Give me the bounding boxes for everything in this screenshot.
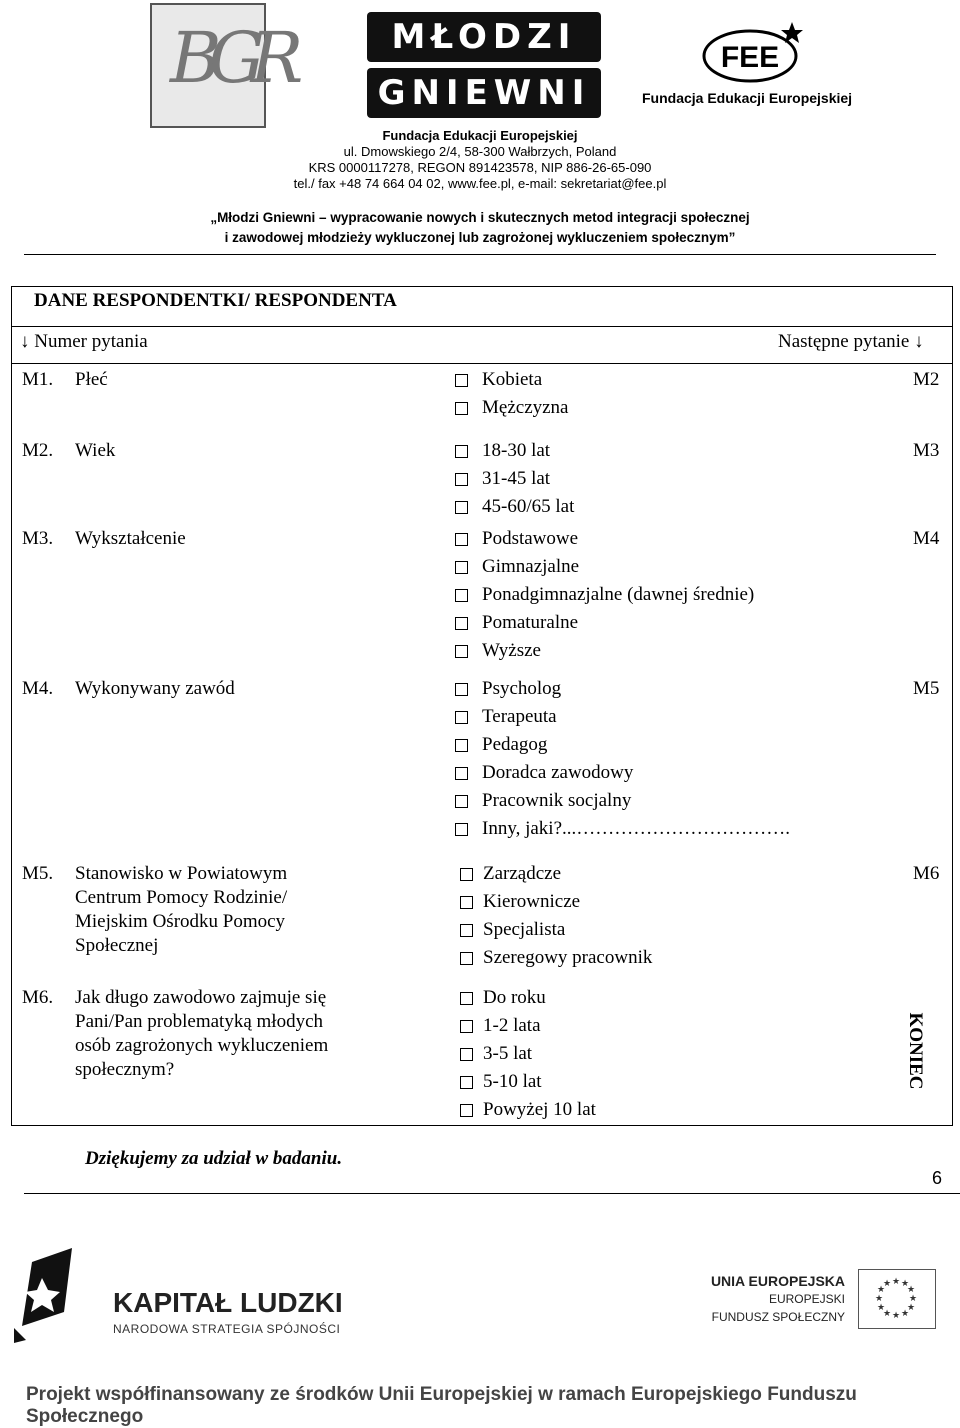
next-question: M2 (913, 369, 940, 390)
option[interactable] (455, 641, 541, 661)
question-id: M1. (22, 369, 54, 390)
table-divider (11, 326, 953, 327)
question-id: M4. (22, 678, 54, 699)
address-block (0, 128, 960, 192)
checkbox-icon[interactable] (455, 473, 468, 486)
next-question: M4 (913, 528, 940, 549)
option[interactable] (455, 819, 790, 839)
fee-name: Fundacja Edukacji Europejskiej (642, 90, 853, 106)
option-label: Do roku (483, 987, 546, 1008)
kapital-ludzki-emblem (14, 1248, 84, 1343)
address-line-1: Fundacja Edukacji Europejskiej (382, 128, 578, 143)
eu-line-1: UNIA EUROPEJSKA (710, 1273, 845, 1289)
option-label: Psycholog (482, 678, 562, 699)
option[interactable] (455, 469, 550, 489)
option[interactable] (460, 1044, 532, 1064)
svg-text:★: ★ (906, 1285, 916, 1295)
checkbox-icon[interactable] (455, 823, 468, 836)
option-label: 45-60/65 lat (482, 496, 575, 517)
option[interactable] (455, 585, 754, 605)
option-label: Szeregowy pracownik (483, 947, 653, 968)
svg-text:★: ★ (900, 1309, 910, 1319)
option-label: Gimnazjalne (482, 556, 580, 577)
section-title: DANE RESPONDENTKI/ RESPONDENTA (34, 290, 397, 311)
question-text: Wykształcenie (75, 528, 186, 549)
address-line-4: tel./ fax +48 74 664 04 02, www.fee.pl, e-mail: sekretariat@fee.pl (293, 176, 667, 191)
checkbox-icon[interactable] (460, 952, 473, 965)
question-text-line: Centrum Pomocy Rodzinie/ (75, 887, 288, 908)
svg-text:★: ★ (876, 1303, 886, 1313)
project-title (0, 208, 960, 248)
address-line-3: KRS 0000117278, REGON 891423578, NIP 886-26-65-090 (308, 160, 652, 175)
option[interactable] (455, 441, 550, 461)
question-text-line: osób zagrożonych wykluczeniem (75, 1035, 329, 1056)
question-text (75, 986, 375, 1082)
eu-line-3: FUNDUSZ SPOŁECZNY (711, 1310, 845, 1324)
checkbox-icon[interactable] (455, 795, 468, 808)
checkbox-icon[interactable] (455, 561, 468, 574)
bgr-logo-letters: BGR (170, 17, 290, 99)
option[interactable] (455, 398, 569, 418)
eu-stars-icon (859, 1270, 934, 1327)
option[interactable] (455, 370, 542, 390)
next-question: M6 (913, 863, 940, 884)
option[interactable] (455, 679, 561, 699)
footer-divider (24, 1193, 960, 1194)
option[interactable] (455, 529, 578, 549)
option-label: Kierownicze (483, 891, 581, 912)
question-text: Płeć (75, 369, 108, 390)
option-label: Inny, jaki?...……………………………. (482, 818, 791, 839)
mlodzi-gniewni-logo-line1: MŁODZI (391, 17, 577, 57)
end-marker: KONIEC (905, 1012, 926, 1090)
option-label: Doradca zawodowy (482, 762, 634, 783)
fee-logo-text: FEE (720, 41, 780, 74)
svg-text:★: ★ (876, 1285, 886, 1295)
option-label: 1-2 lata (483, 1015, 541, 1036)
option[interactable] (455, 497, 574, 517)
question-text: Wykonywany zawód (75, 678, 235, 699)
checkbox-icon[interactable] (460, 896, 473, 909)
checkbox-icon[interactable] (455, 711, 468, 724)
eu-flag (858, 1269, 936, 1329)
kapital-ludzki-title: KAPITAŁ LUDZKI (113, 1287, 343, 1318)
question-text: Wiek (75, 440, 116, 461)
option[interactable] (455, 791, 631, 811)
checkbox-icon[interactable] (455, 589, 468, 602)
checkbox-icon[interactable] (460, 1020, 473, 1033)
option-label: Podstawowe (482, 528, 579, 549)
project-title-line-2: i zawodowej młodzieży wykluczonej lub zagrożonej wykluczeniem społecznym” (224, 230, 736, 245)
option-label: Pracownik socjalny (482, 790, 632, 811)
next-question: M3 (913, 440, 940, 461)
checkbox-icon[interactable] (455, 402, 468, 415)
eu-text (690, 1272, 845, 1326)
page-number: 6 (932, 1168, 943, 1188)
table-divider (11, 363, 953, 364)
question-text (75, 862, 375, 958)
svg-text:★: ★ (891, 1277, 901, 1287)
question-text-line: Pani/Pan problematyką młodych (75, 1011, 324, 1032)
option[interactable] (460, 920, 565, 940)
column-header-next: Następne pytanie ↓ (778, 331, 924, 352)
bgr-logo (150, 3, 290, 128)
option-label: Terapeuta (482, 706, 557, 727)
checkbox-icon[interactable] (455, 501, 468, 514)
svg-text:★: ★ (908, 1294, 918, 1304)
question-text-line: Społecznej (75, 935, 159, 956)
option-label: 18-30 lat (482, 440, 551, 461)
option-label: Wyższe (482, 640, 541, 661)
option[interactable] (460, 1072, 542, 1092)
option-label: Specjalista (483, 919, 566, 940)
svg-text:★: ★ (882, 1279, 892, 1289)
option[interactable] (460, 1100, 596, 1120)
checkbox-icon[interactable] (460, 1048, 473, 1061)
question-id: M3. (22, 528, 54, 549)
option-label: Mężczyzna (482, 397, 569, 418)
question-id: M2. (22, 440, 54, 461)
checkbox-icon[interactable] (455, 445, 468, 458)
option[interactable] (460, 988, 546, 1008)
question-text-line: Jak długo zawodowo zajmuje się (75, 987, 327, 1008)
option[interactable] (460, 948, 652, 968)
kapital-ludzki-subtitle: NARODOWA STRATEGIA SPÓJNOŚCI (113, 1322, 341, 1336)
checkbox-icon[interactable] (460, 1104, 473, 1117)
eu-line-2: EUROPEJSKI (768, 1292, 845, 1306)
svg-text:★: ★ (874, 1294, 884, 1304)
question-id: M6. (22, 987, 54, 1008)
address-line-2: ul. Dmowskiego 2/4, 58-300 Wałbrzych, Poland (343, 144, 617, 159)
option[interactable] (455, 613, 578, 633)
checkbox-icon[interactable] (460, 924, 473, 937)
question-text-line: społecznym? (75, 1059, 175, 1080)
header-divider (24, 254, 936, 255)
mlodzi-gniewni-logo-line2: GNIEWNI (377, 73, 591, 113)
svg-text:★: ★ (900, 1279, 910, 1289)
option-label: Powyżej 10 lat (483, 1099, 596, 1120)
option-label: Ponadgimnazjalne (dawnej średnie) (482, 584, 755, 605)
next-question: M5 (913, 678, 940, 699)
option[interactable] (455, 735, 547, 755)
mlodzi-gniewni-logo (367, 12, 601, 130)
option[interactable] (460, 892, 580, 912)
question-text-line: Miejskim Ośrodku Pomocy (75, 911, 286, 932)
project-title-line-1: „Młodzi Gniewni – wypracowanie nowych i skutecznych metod integracji społecznej (210, 210, 750, 225)
question-id: M5. (22, 863, 54, 884)
option-label: 3-5 lat (483, 1043, 533, 1064)
checkbox-icon[interactable] (460, 868, 473, 881)
option[interactable] (460, 864, 561, 884)
option[interactable] (455, 763, 633, 783)
question-text-line: Stanowisko w Powiatowym (75, 863, 288, 884)
thanks-note: Dziękujemy za udział w badaniu. (85, 1148, 343, 1169)
svg-text:★: ★ (906, 1303, 916, 1313)
option-label: Pomaturalne (482, 612, 579, 633)
checkbox-icon[interactable] (455, 739, 468, 752)
option-label: Zarządcze (483, 863, 562, 884)
checkbox-icon[interactable] (460, 1076, 473, 1089)
column-header-question: ↓ Numer pytania (20, 331, 148, 352)
cofinance-note: Projekt współfinansowany ze środków Unii Europejskiej w ramach Europejskiego Funduszu Społecznego (26, 1384, 857, 1427)
fee-logo (700, 18, 810, 84)
checkbox-icon[interactable] (455, 683, 468, 696)
checkbox-icon[interactable] (455, 645, 468, 658)
option[interactable] (455, 557, 579, 577)
checkbox-icon[interactable] (455, 617, 468, 630)
option-label: 5-10 lat (483, 1071, 542, 1092)
svg-text:★: ★ (882, 1309, 892, 1319)
checkbox-icon[interactable] (460, 992, 473, 1005)
option-label: Kobieta (482, 369, 543, 390)
svg-text:★: ★ (891, 1311, 901, 1321)
checkbox-icon[interactable] (455, 533, 468, 546)
option[interactable] (455, 707, 557, 727)
option-label: 31-45 lat (482, 468, 551, 489)
checkbox-icon[interactable] (455, 374, 468, 387)
option[interactable] (460, 1016, 541, 1036)
checkbox-icon[interactable] (455, 767, 468, 780)
option-label: Pedagog (482, 734, 548, 755)
